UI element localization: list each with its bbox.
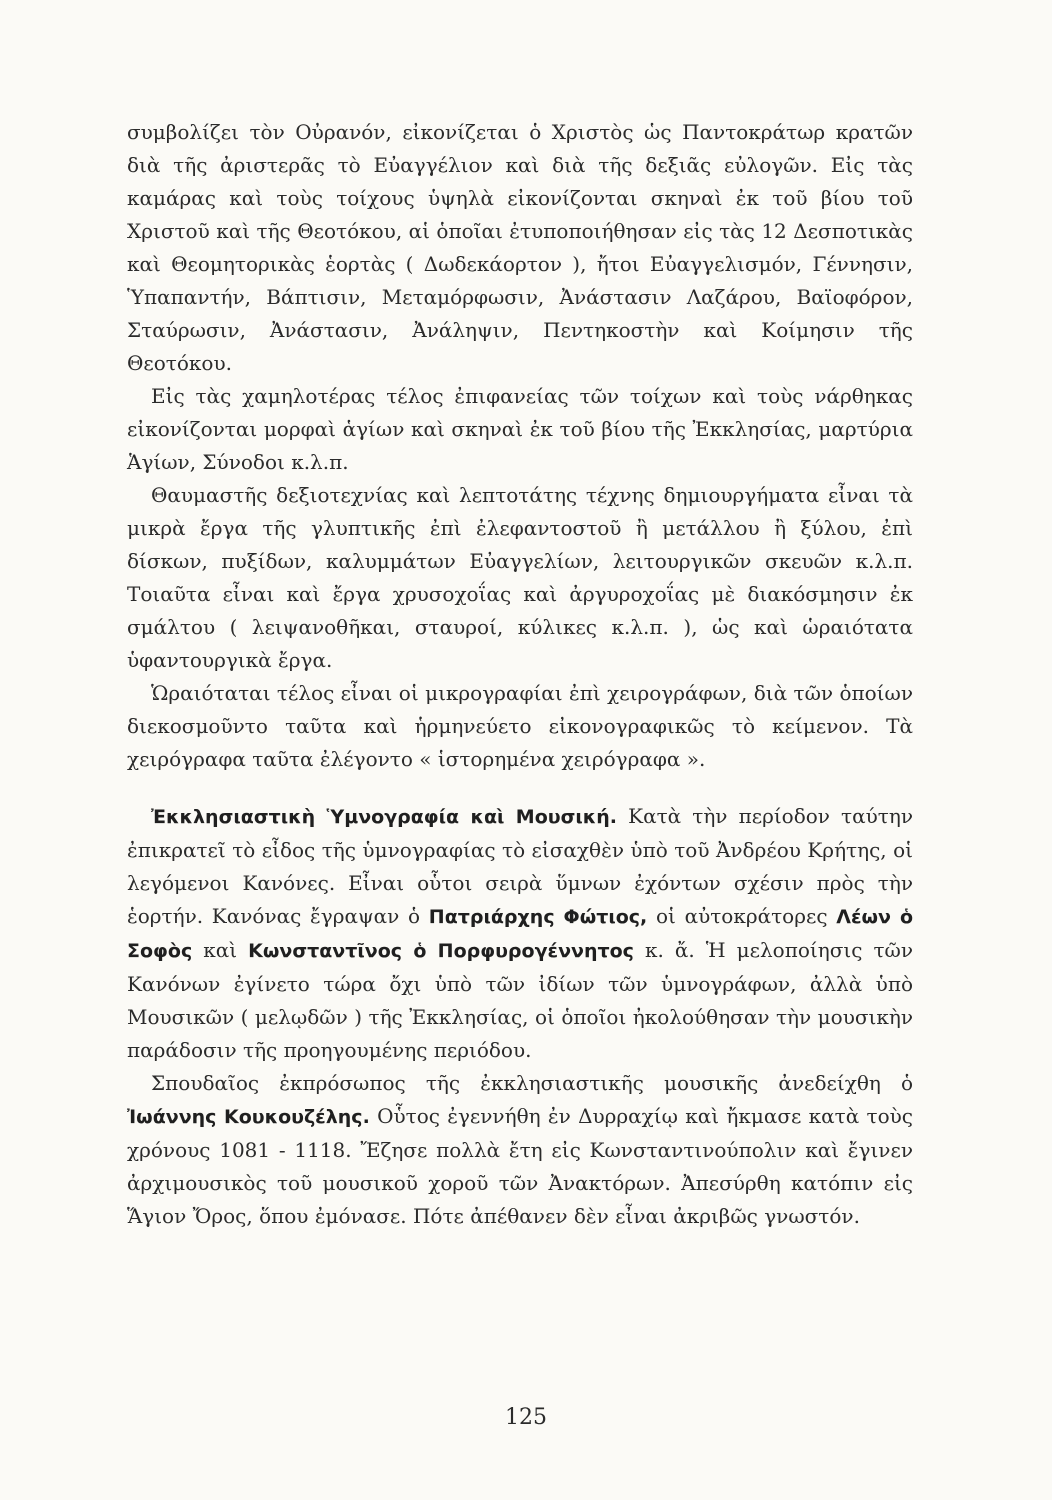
music-text-d: κ. ἄ. Ἡ μελοποίησις τῶν Κανόνων ἐγίνετο τώρα ὄχι ὑπὸ τῶν ἰδίων τῶν ὑμνογράφων, ἀλλὰ ὑπὸ Μουσικῶν ( μελῳδῶν ) τῆς Ἐκκλησίας, οἱ ὁποῖοι ἠκολούθησαν τὴν μουσικὴν παράδοσιν τῆς προηγουμένης περιόδου. [127, 938, 913, 1062]
music-text-a: Κατὰ τὴν περίοδον ταύτην ἐπικρατεῖ τὸ εἶδος τῆς ὑμνογραφίας τὸ εἰσαχθὲν ὑπὸ τοῦ Ἀνδρέου Κρήτης, οἱ λεγόμενοι Κανόνες. Εἶναι οὗτοι σειρὰ ὕμνων ἐχόντων σχέσιν πρὸς τὴν ἑορτήν. Κανόνας ἔγραψαν ὁ [127, 804, 913, 928]
paragraph-1: συμβολίζει τὸν Οὐρανόν, εἰκονίζεται ὁ Χριστὸς ὡς Παντοκράτωρ κρατῶν διὰ τῆς ἀριστερᾶς τὸ Εὐαγγέλιον καὶ διὰ τῆς δεξιᾶς εὐλογῶν. Εἰς τὰς καμάρας καὶ τοὺς τοίχους ὑψηλὰ εἰκονίζονται σκηναὶ ἐκ τοῦ βίου τοῦ Χριστοῦ καὶ τῆς Θεοτόκου, αἱ ὁποῖαι ἐτυποποιήθησαν εἰς τὰς 12 Δεσποτικὰς καὶ Θεομητορικὰς ἑορτὰς ( Δωδεκάορτον ), ἤτοι Εὐαγγελισμόν, Γέννησιν, Ὑπαπαντήν, Βάπτισιν, Μεταμόρφωσιν, Ἀνάστασιν Λαζάρου, Βαϊοφόρον, Σταύρωσιν, Ἀνάστασιν, Ἀνάληψιν, Πεντηκοστὴν καὶ Κοίμησιν τῆς Θεοτόκου. [127, 120, 913, 375]
section-heading: Ἐκκλησιαστικὴ Ὑμνογραφία καὶ Μουσική. [151, 806, 618, 828]
music-paragraph-1 [127, 800, 913, 1067]
page-body [127, 116, 913, 1233]
name-leon: Λέων ὁ Σοφὸς [127, 906, 914, 962]
name-photios: Πατριάρχης Φώτιος, [428, 906, 648, 928]
name-ioannis: Ἰωάννης Κουκουζέλης. [127, 1106, 370, 1128]
name-konstantinos: Κωνσταντῖνος ὁ Πορφυρογέννητος [248, 940, 634, 962]
music-paragraph-2 [127, 1067, 913, 1233]
paragraph-2: Εἰς τὰς χαμηλοτέρας τέλος ἐπιφανείας τῶν τοίχων καὶ τοὺς νάρθηκας εἰκονίζονται μορφαὶ ἁγίων καὶ σκηναὶ ἐκ τοῦ βίου τῆς Ἐκκλησίας, μαρτύρια Ἁγίων, Σύνοδοι κ.λ.π. [127, 384, 913, 474]
music-text-b: οἱ αὐτοκράτορες [647, 904, 837, 928]
page-number: 125 [505, 1405, 547, 1430]
paragraph-3: Θαυμαστῆς δεξιοτεχνίας καὶ λεπτοτάτης τέχνης δημιουργήματα εἶναι τὰ μικρὰ ἔργα τῆς γλυπτικῆς ἐπὶ ἐλεφαντοστοῦ ἢ μετάλλου ἢ ξύλου, ἐπὶ δίσκων, πυξίδων, καλυμμάτων Εὐαγγελίων, λειτουργικῶν σκευῶν κ.λ.π. Τοιαῦτα εἶναι καὶ ἔργα χρυσοχοΐας καὶ ἀργυροχοΐας μὲ διακόσμησιν ἐκ σμάλτου ( λειψανοθῆκαι, σταυροί, κύλικες κ.λ.π. ), ὡς καὶ ὡραιότατα ὑφαντουργικὰ ἔργα. [127, 483, 913, 672]
music-text-c: καὶ [192, 938, 249, 962]
paragraph-4: Ὡραιόταται τέλος εἶναι οἱ μικρογραφίαι ἐπὶ χειρογράφων, διὰ τῶν ὁποίων διεκοσμοῦντο ταῦτα καὶ ἡρμηνεύετο εἰκονογραφικῶς τὸ κείμενον. Τὰ χειρόγραφα ταῦτα ἐλέγοντο « ἱστορημένα χειρόγραφα ». [127, 681, 913, 771]
section-gap [127, 776, 913, 800]
music-text-f: Οὗτος ἐγεννήθη ἐν Δυρραχίῳ καὶ ἤκμασε κατὰ τοὺς χρόνους 1081 - 1118. Ἔζησε πολλὰ ἔτη εἰς Κωνσταντινούπολιν καὶ ἔγινεν ἀρχιμουσικὸς τοῦ μουσικοῦ χοροῦ τῶν Ἀνακτόρων. Ἀπεσύρθη κατόπιν εἰς Ἅγιον Ὄρος, ὅπου ἐμόνασε. Πότε ἀπέθανεν δὲν εἶναι ἀκριβῶς γνωστόν. [127, 1104, 913, 1228]
music-text-e: Σπουδαῖος ἐκπρόσωπος τῆς ἐκκλησιαστικῆς μουσικῆς ἀνεδείχθη ὁ [151, 1071, 913, 1095]
